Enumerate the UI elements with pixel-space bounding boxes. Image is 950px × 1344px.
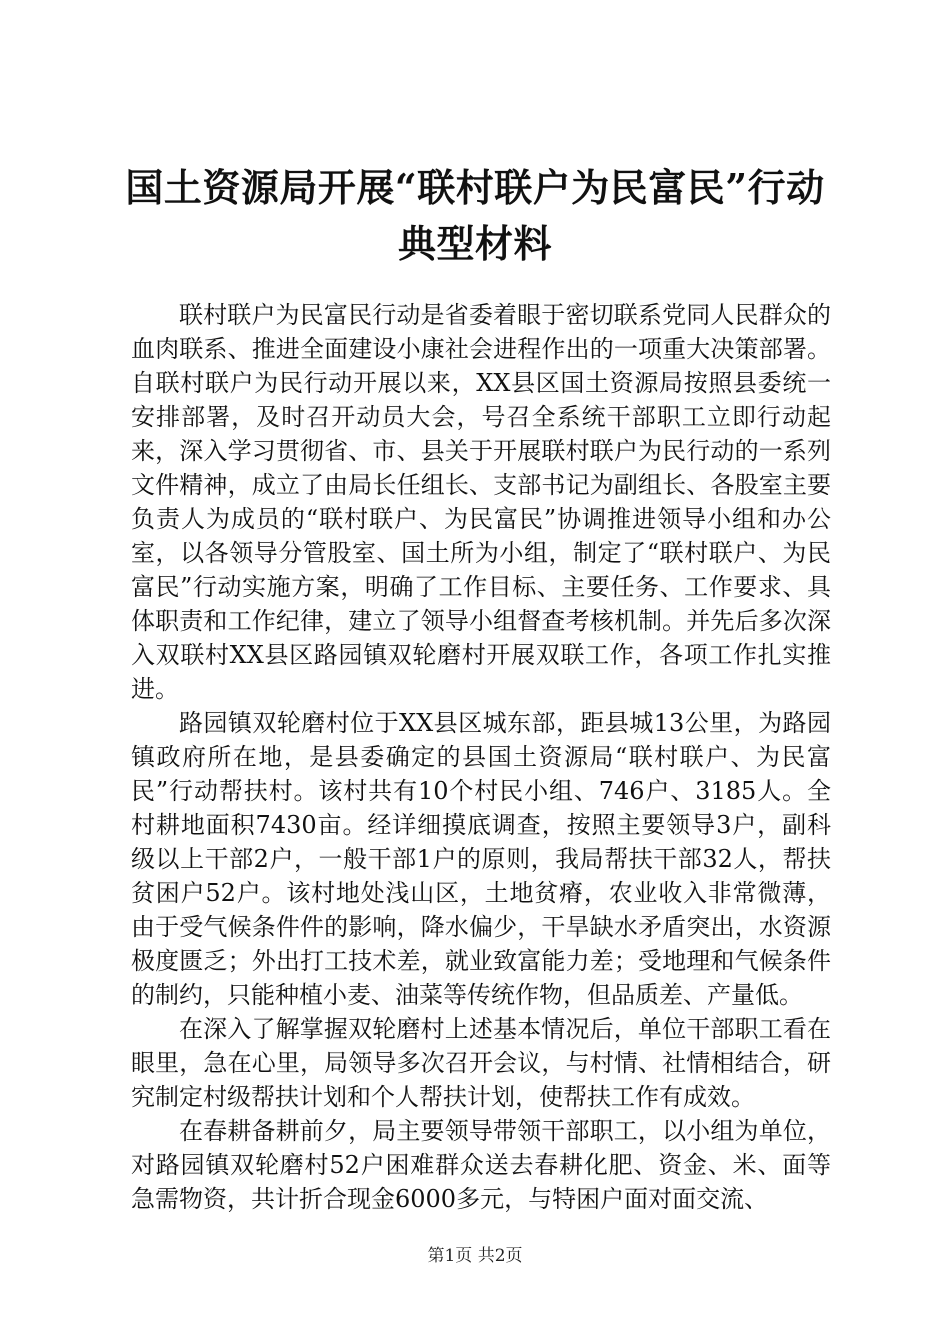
paragraph-3: 在深入了解掌握双轮磨村上述基本情况后，单位干部职工看在眼里，急在心里，局领导多次召开会议，与村情、社情相结合，研究制定村级帮扶计划和个人帮扶计划，使帮扶工作有成效。 xyxy=(131,1015,831,1111)
document-title: 国土资源局开展“联村联户为民富民”行动典型材料 xyxy=(125,165,825,266)
document-body xyxy=(131,298,831,1216)
page-footer: 第1页 共2页 xyxy=(427,1246,523,1266)
paragraph-2: 路园镇双轮磨村位于XX县区城东部，距县城13公里，为路园镇政府所在地，是县委确定的县国土资源局“联村联户、为民富民”行动帮扶村。该村共有10个村民小组、746户、3185人。全村耕地面积7430亩。经详细摸底调查，按照主要领导3户，副科级以上干部2户，一般干部1户的原则，我局帮扶干部32人，帮扶贫困户52户。该村地处浅山区，土地贫瘠，农业收入非常微薄，由于受气候条件件的影响，降水偏少，干旱缺水矛盾突出，水资源极度匮乏；外出打工技术差，就业致富能力差；受地理和气候条件的制约，只能种植小麦、油菜等传统作物，但品质差、产量低。 xyxy=(131,709,831,1009)
paragraph-1: 联村联户为民富民行动是省委着眼于密切联系党同人民群众的血肉联系、推进全面建设小康社会进程作出的一项重大决策部署。自联村联户为民行动开展以来，XX县区国土资源局按照县委统一安排部署，及时召开动员大会，号召全系统干部职工立即行动起来，深入学习贯彻省、市、县关于开展联村联户为民行动的一系列文件精神，成立了由局长任组长、支部书记为副组长、各股室主要负责人为成员的“联村联户、为民富民”协调推进领导小组和办公室，以各领导分管股室、国土所为小组，制定了“联村联户、为民富民”行动实施方案，明确了工作目标、主要任务、工作要求、具体职责和工作纪律，建立了领导小组督查考核机制。并先后多次深入双联村XX县区路园镇双轮磨村开展双联工作，各项工作扎实推进。 xyxy=(131,301,831,703)
paragraph-4: 在春耕备耕前夕，局主要领导带领干部职工，以小组为单位，对路园镇双轮磨村52户困难群众送去春耕化肥、资金、米、面等急需物资，共计折合现金6000多元，与特困户面对面交流、 xyxy=(131,1117,831,1213)
